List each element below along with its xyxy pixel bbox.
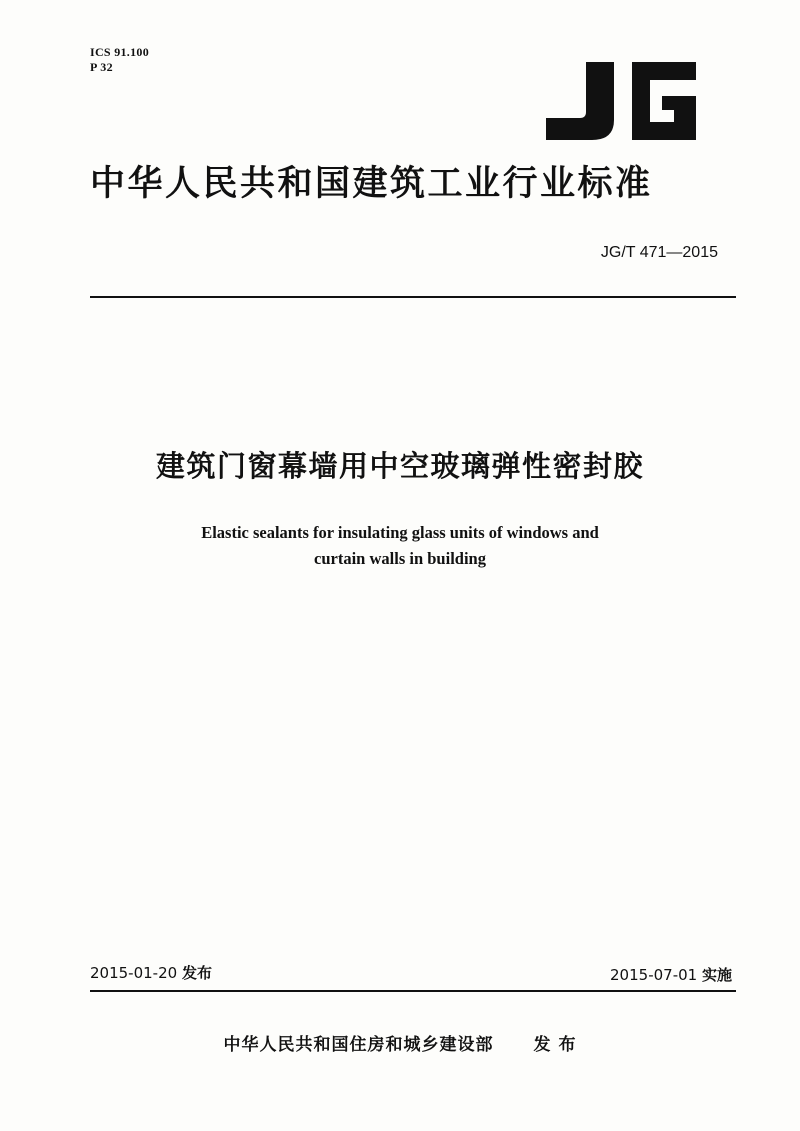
implementation-label: 实施 bbox=[701, 966, 732, 984]
publisher-name: 中华人民共和国住房和城乡建设部 bbox=[223, 1035, 494, 1055]
classification-codes bbox=[90, 45, 149, 75]
standard-number: JG/T 471—2015 bbox=[600, 244, 718, 261]
issue-date-block bbox=[90, 962, 212, 983]
publisher-action: 发 布 bbox=[533, 1035, 577, 1055]
issue-label: 发布 bbox=[181, 964, 212, 982]
standard-title-zh: 建筑门窗幕墙用中空玻璃弹性密封胶 bbox=[155, 449, 644, 483]
implementation-date-block bbox=[610, 964, 732, 985]
publisher-line bbox=[0, 1030, 800, 1055]
standard-title-en-line1: Elastic sealants for insulating glass units of windows and bbox=[201, 523, 599, 542]
jg-logo bbox=[540, 58, 700, 144]
ics-code: ICS 91.100 bbox=[90, 45, 150, 59]
main-title: 中华人民共和国建筑工业行业标准 bbox=[90, 164, 653, 204]
ccs-code: P 32 bbox=[90, 60, 113, 74]
bottom-divider bbox=[90, 990, 736, 992]
standard-title-en-line2: curtain walls in building bbox=[314, 549, 486, 568]
implementation-date: 2015-07-01 bbox=[610, 966, 698, 984]
issue-date: 2015-01-20 bbox=[90, 964, 178, 982]
top-divider bbox=[90, 296, 736, 298]
standard-title-en bbox=[0, 520, 800, 572]
